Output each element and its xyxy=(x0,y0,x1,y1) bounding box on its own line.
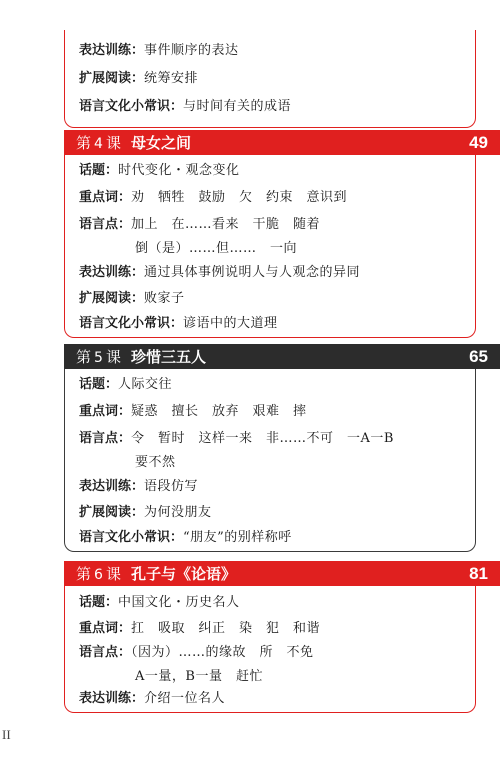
lesson3-continuation-box xyxy=(64,30,476,128)
row-expression: 表达训练：通过具体事例说明人与人观念的异同 xyxy=(79,265,361,280)
row-language-points-cont: 要不然 xyxy=(135,455,176,470)
lesson6-page-number: 81 xyxy=(469,563,488,583)
lesson5-title: 第 5 课 珍惜三五人 xyxy=(76,348,206,366)
lesson4-name: 母女之间 xyxy=(130,134,191,152)
lesson4-page-number: 49 xyxy=(469,132,488,152)
lesson4-box xyxy=(64,155,476,338)
row-extended-reading: 扩展阅读：为何没朋友 xyxy=(79,505,212,520)
lesson5-page-number: 65 xyxy=(469,346,488,366)
lesson6-name: 孔子与《论语》 xyxy=(130,565,236,583)
row-key-words: 重点词：劝 牺牲 鼓励 欠 约束 意识到 xyxy=(79,190,348,205)
row-extended-reading: 扩展阅读：败家子 xyxy=(79,291,185,306)
row-language-points-cont: A一量，B一量 赶忙 xyxy=(135,669,263,684)
lesson5-name: 珍惜三五人 xyxy=(130,348,206,366)
row-topic: 话题：时代变化・观念变化 xyxy=(79,163,240,178)
row-culture-tip: 语言文化小常识：谚语中的大道理 xyxy=(79,316,278,331)
page-number-roman: II xyxy=(2,727,11,742)
lesson4-header[interactable] xyxy=(64,130,500,155)
row-topic: 话题：中国文化・历史名人 xyxy=(79,595,240,610)
row-language-points-cont: 倒（是）……但…… 一向 xyxy=(135,241,298,256)
row-language-points: 语言点：令 暂时 这样一来 非……不可 一A一B xyxy=(79,431,394,446)
lesson5-header[interactable] xyxy=(64,344,500,369)
row-expression: 表达训练：介绍一位名人 xyxy=(79,691,226,706)
row-culture-tip: 语言文化小常识：“朋友”的别样称呼 xyxy=(79,530,292,545)
row-key-words: 重点词：扛 吸取 纠正 染 犯 和谐 xyxy=(79,621,321,636)
lesson6-header[interactable] xyxy=(64,561,500,586)
row-language-points: 语言点：（因为）……的缘故 所 不免 xyxy=(79,645,314,660)
lesson6-box xyxy=(64,586,476,713)
row-expression: 表达训练：事件顺序的表达 xyxy=(79,43,239,58)
lesson4-title: 第 4 课 母女之间 xyxy=(76,134,191,152)
lesson5-box xyxy=(64,369,476,552)
row-key-words: 重点词：疑惑 擅长 放弃 艰难 摔 xyxy=(79,404,307,419)
row-culture-tip: 语言文化小常识：与时间有关的成语 xyxy=(79,99,292,114)
row-expression: 表达训练：语段仿写 xyxy=(79,479,199,494)
row-extended-reading: 扩展阅读：统筹安排 xyxy=(79,71,199,86)
row-language-points: 语言点：加上 在……看来 干脆 随着 xyxy=(79,217,321,232)
row-topic: 话题：人际交往 xyxy=(79,377,173,392)
lesson6-title: 第 6 课 孔子与《论语》 xyxy=(76,565,236,583)
